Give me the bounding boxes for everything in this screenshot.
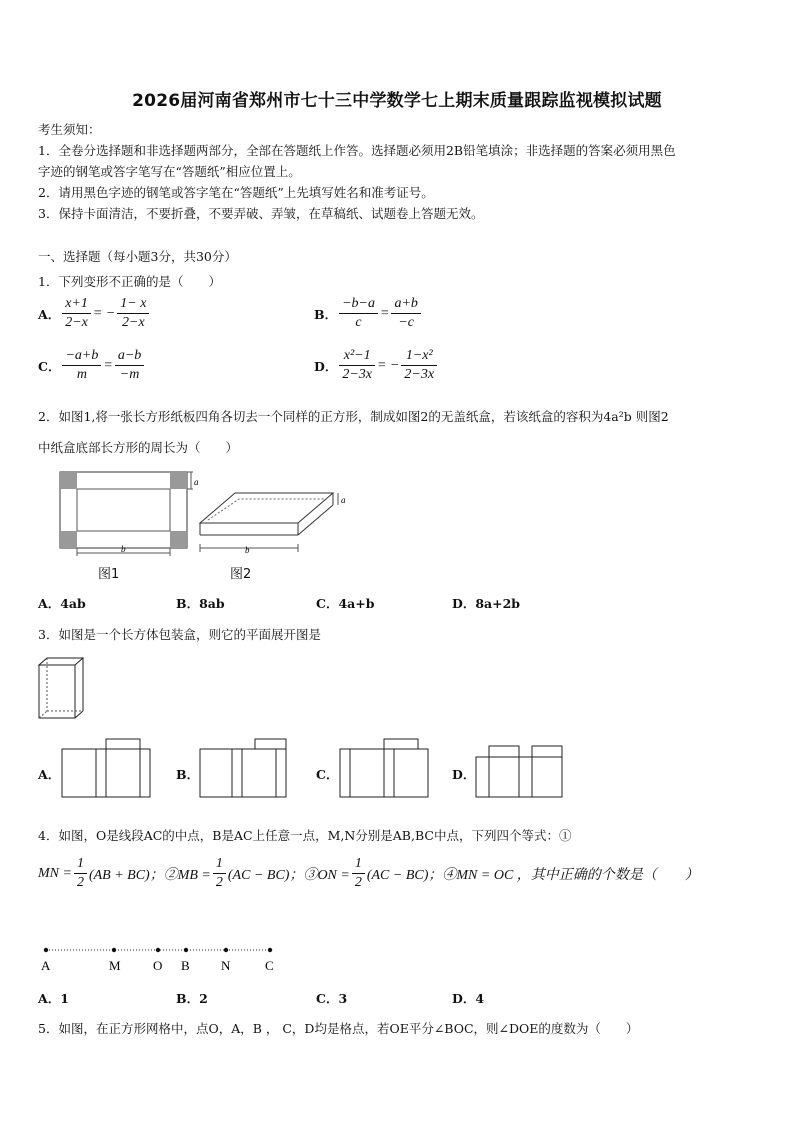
equals: = bbox=[379, 305, 390, 321]
q3-box-figure bbox=[34, 655, 86, 723]
point-c bbox=[268, 948, 272, 952]
q3-option-c-label[interactable]: C． bbox=[316, 767, 339, 782]
point-label-n: N bbox=[221, 958, 231, 973]
q4-option-c[interactable]: C．3 bbox=[316, 991, 348, 1006]
fraction: $\frac{x+1}{2-x}$ bbox=[62, 296, 91, 331]
q1-option-b[interactable] bbox=[314, 296, 423, 331]
q4-stem-line-2: MN = $\frac{1}{2}$ (AB + BC)；②MB = $\frac{1}{2}$ (AC − BC)；③ON = $\frac{1}{2}$ (AC − BC)；④MN = OC ，其中正确的个数是（ ） bbox=[38, 856, 699, 890]
q4-stem-line-1: 4．如图，O是线段AC的中点，B是AC上任意一点，M,N分别是AB,BC中点，下列四个等式：① bbox=[38, 828, 572, 843]
q1-option-a[interactable] bbox=[38, 296, 151, 331]
point-label-c: C bbox=[265, 958, 274, 973]
point-n bbox=[224, 948, 228, 952]
q1-option-d[interactable] bbox=[314, 348, 439, 383]
q3-option-a-label[interactable]: A． bbox=[38, 767, 61, 782]
q2-figure-2 bbox=[200, 493, 346, 555]
fraction: $\frac{\text{x²−1}}{2-3x}$ bbox=[339, 348, 375, 383]
q3-option-b-label[interactable]: B． bbox=[176, 767, 200, 782]
fraction: $\frac{-a+b}{m}$ bbox=[62, 348, 101, 383]
q3-option-b-net[interactable] bbox=[198, 738, 290, 800]
q3-option-d-label[interactable]: D． bbox=[452, 767, 476, 782]
point-o bbox=[156, 948, 160, 952]
point-m bbox=[112, 948, 116, 952]
fraction: $\frac{1}{2}$ bbox=[352, 856, 365, 891]
notice-line-1: 1．全卷分选择题和非选择题两部分，全部在答题纸上作答。选择题必须用2B铅笔填涂；非选择题的答案必须用黑色 bbox=[38, 143, 676, 158]
point-b bbox=[184, 948, 188, 952]
point-a bbox=[44, 948, 48, 952]
fraction: $\frac{1}{2}$ bbox=[213, 856, 226, 891]
fraction: $\frac{1- x}{2-x}$ bbox=[117, 296, 149, 331]
q5-stem: 5．如图，在正方形网格中，点O，A，B ， C，D均是格点，若OE平分∠BOC，则∠DOE的度数为（ ） bbox=[38, 1021, 639, 1036]
point-label-m: M bbox=[109, 958, 121, 973]
fig1-caption: 图1 bbox=[98, 567, 120, 582]
fig2-b-label: b bbox=[245, 545, 250, 555]
q3-option-c-net[interactable] bbox=[338, 738, 430, 800]
q3-option-a-net[interactable] bbox=[60, 738, 152, 800]
point-label-b: B bbox=[181, 958, 190, 973]
q3-stem: 3．如图是一个长方体包装盒，则它的平面展开图是 bbox=[38, 627, 321, 642]
option-label: C． bbox=[38, 358, 61, 374]
q2-option-a[interactable]: A．4ab bbox=[38, 596, 86, 611]
q1-option-c[interactable] bbox=[38, 348, 146, 383]
q4-option-d[interactable]: D．4 bbox=[452, 991, 485, 1006]
q4-option-b[interactable]: B．2 bbox=[176, 991, 208, 1006]
point-label-a: A bbox=[41, 958, 51, 973]
fraction: $\frac{1}{2}$ bbox=[74, 856, 87, 891]
notice-heading: 考生须知： bbox=[38, 122, 101, 137]
option-label: D． bbox=[314, 358, 338, 374]
fig1-b-label: b bbox=[121, 544, 126, 554]
point-label-o: O bbox=[153, 958, 163, 973]
q2-stem-line-1: 2．如图1,将一张长方形纸板四角各切去一个同样的正方形，制成如图2的无盖纸盒，若该纸盒的容积为4a²b 则图2 bbox=[38, 409, 669, 424]
q2-option-d[interactable]: D．8a+2b bbox=[452, 596, 521, 611]
q2-figure-1 bbox=[60, 472, 199, 556]
q4-segment-figure bbox=[36, 940, 286, 976]
fig2-a-label: a bbox=[341, 495, 346, 505]
notice-line-4: 3．保持卡面清洁，不要折叠，不要弄破、弄皱，在草稿纸、试题卷上答题无效。 bbox=[38, 206, 484, 221]
page-title: 2026届河南省郑州市七十三中学数学七上期末质量跟踪监视模拟试题 bbox=[132, 91, 662, 111]
q2-option-b[interactable]: B．8ab bbox=[176, 596, 225, 611]
notice-line-2: 字迹的钢笔或答字笔写在“答题纸”相应位置上。 bbox=[38, 164, 301, 179]
q3-option-d-net[interactable] bbox=[474, 738, 566, 800]
fraction: $\frac{a+b}{-c}$ bbox=[391, 296, 420, 331]
option-label: A． bbox=[38, 306, 61, 322]
option-label: B． bbox=[314, 306, 338, 322]
fig1-a-label: a bbox=[194, 477, 199, 487]
fraction: $\frac{a-b}{-m}$ bbox=[115, 348, 144, 383]
equals: = − bbox=[92, 305, 116, 321]
fig2-caption: 图2 bbox=[230, 567, 252, 582]
fraction: $\frac{-b-a}{c}$ bbox=[339, 296, 378, 331]
q1-stem: 1．下列变形不正确的是（ ） bbox=[38, 274, 221, 289]
fraction: $\frac{\text{1−x²}}{2-3x}$ bbox=[401, 348, 437, 383]
section-heading: 一、选择题（每小题3分，共30分） bbox=[38, 249, 237, 264]
equals: = − bbox=[377, 357, 400, 373]
notice-line-3: 2．请用黑色字迹的钢笔或答字笔在“答题纸”上先填写姓名和准考证号。 bbox=[38, 185, 434, 200]
q4-option-a[interactable]: A．1 bbox=[38, 991, 69, 1006]
equals: = bbox=[103, 357, 113, 373]
q2-option-c[interactable]: C．4a+b bbox=[316, 596, 375, 611]
q2-stem-line-2: 中纸盒底部长方形的周长为（ ） bbox=[38, 440, 239, 455]
